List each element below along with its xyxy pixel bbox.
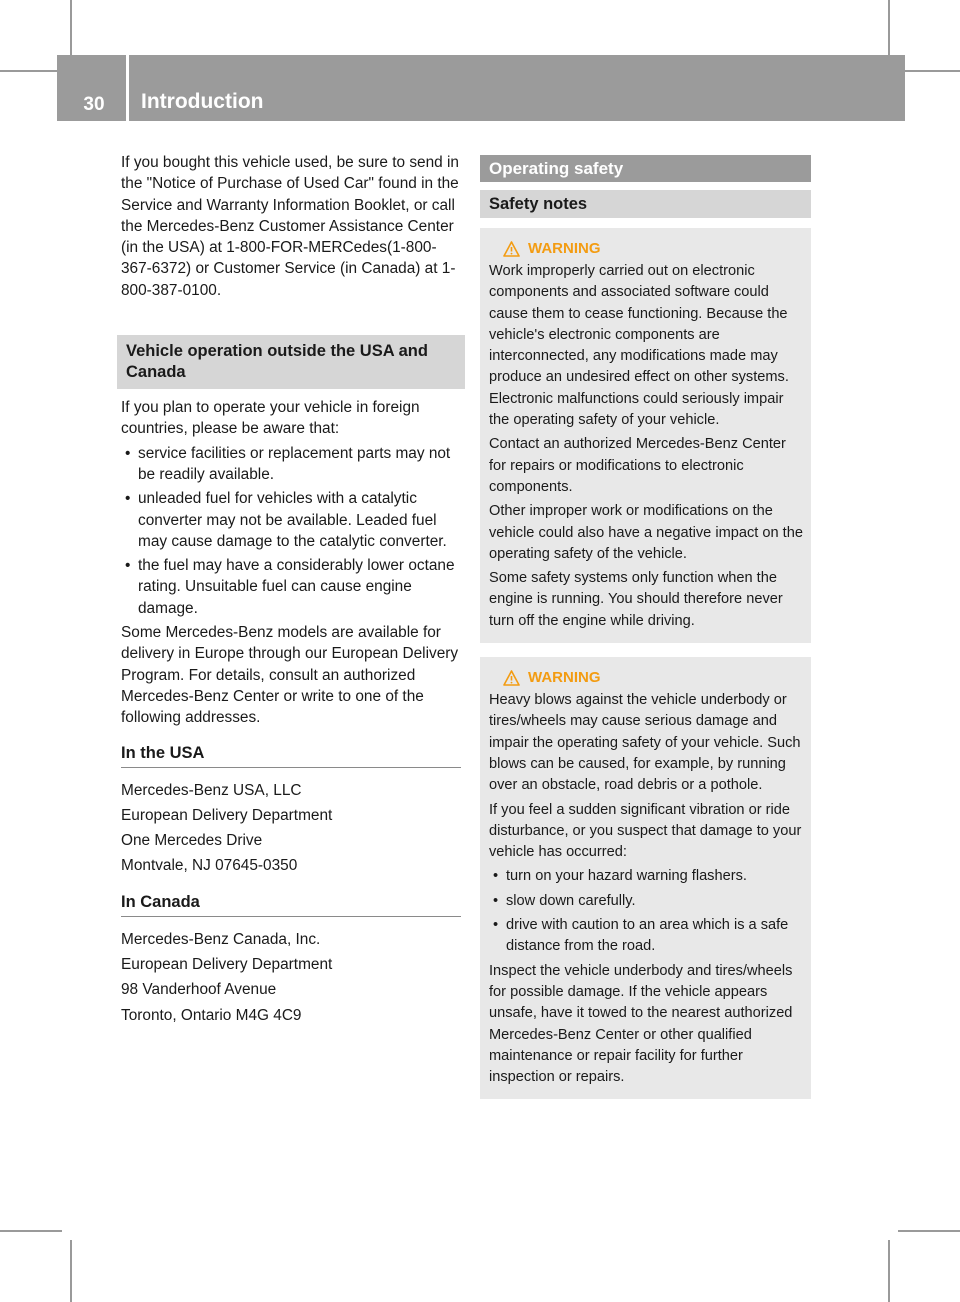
crop-mark [70, 1240, 72, 1302]
warning-label: WARNING [528, 669, 601, 687]
warning-paragraph: Other improper work or modifications on the vehicle could also have a negative impact on the operating safety of the vehicle. [489, 503, 803, 562]
warning-paragraph: If you feel a sudden significant vibration or ride disturbance, or you suspect that damage to your vehicle has occurred: [489, 801, 802, 861]
warning-paragraph: Work improperly carried out on electronic components and associated software could cause them to cease functioning. Because the vehicle's electronic components are interconnected, any modifications made may produce an undesired effect on other systems. Electronic malfunctions could seriously impair the operating safety of your vehicle. [489, 263, 789, 429]
warning-header [503, 240, 803, 257]
canada-heading: In Canada [121, 881, 461, 917]
list-item: • slow down carefully. [489, 891, 803, 912]
warning-bullet-list [489, 866, 803, 957]
right-column [480, 155, 811, 1099]
warning-label: WARNING [528, 240, 601, 257]
address-line: One Mercedes Drive [121, 832, 263, 850]
crop-mark [898, 1230, 960, 1232]
address-line: Mercedes-Benz USA, LLC [121, 781, 302, 799]
chapter-title: Introduction [141, 90, 264, 113]
warning-triangle-icon [503, 670, 520, 686]
section-heading-foreign-operation: Vehicle operation outside the USA and Canada [117, 335, 465, 389]
warning-paragraph: Inspect the vehicle underbody and tires/wheels for possible damage. If the vehicle appears unsafe, have it towed to the nearest authorized Mercedes-Benz Center or other qualified maintenance or repair facility for further inspection or repairs. [489, 962, 793, 1086]
list-item: • unleaded fuel for vehicles with a catalytic converter may not be available. Leaded fuel may cause damage to the catalytic converter. [121, 488, 461, 552]
subsection-heading-safety-notes: Safety notes [480, 190, 811, 218]
used-vehicle-paragraph: If you bought this vehicle used, be sure to send in the "Notice of Purchase of Used Car" found in the Service and Warranty Information Booklet, or call the Mercedes-Benz Customer Assistance Center (in the USA) at 1-800-FOR-MERCedes(1-800-367-6372) or Customer Service (in Canada) at 1-800-387-0100. [121, 154, 459, 299]
foreign-intro-paragraph: If you plan to operate your vehicle in foreign countries, please be aware that: [121, 399, 420, 438]
warning-box [480, 657, 811, 1099]
warning-triangle-icon [503, 241, 520, 257]
usa-heading: In the USA [121, 732, 461, 768]
warning-paragraph: Some safety systems only function when the engine is running. You should therefore never turn off the engine while driving. [489, 570, 783, 629]
list-item: • drive with caution to an area which is a safe distance from the road. [489, 915, 803, 958]
warning-paragraph: Heavy blows against the vehicle underbody or tires/wheels may cause serious damage and impair the operating safety of your vehicle. Such blows can be caused, for example, by running over an obstacle, road debris or a pothole. [489, 692, 801, 794]
foreign-bullet-list [121, 443, 461, 619]
crop-mark [0, 1230, 62, 1232]
crop-mark [70, 0, 72, 62]
list-item: • the fuel may have a considerably lower octane rating. Unsuitable fuel can cause engine damage. [121, 555, 461, 619]
list-item: • service facilities or replacement parts may not be readily available. [121, 443, 461, 486]
crop-mark [888, 1240, 890, 1302]
left-column [121, 152, 461, 1030]
page-number: 30 [83, 94, 105, 115]
address-line: European Delivery Department [121, 806, 333, 824]
section-heading-operating-safety: Operating safety [480, 155, 811, 182]
header-divider [126, 55, 129, 121]
crop-mark [898, 70, 960, 72]
address-line: Montvale, NJ 07645-0350 [121, 857, 298, 875]
european-delivery-paragraph: Some Mercedes-Benz models are available for delivery in Europe through our European Delivery Program. For details, consult an authorized Mercedes-Benz Center or write to one of the following addresses. [121, 624, 459, 727]
crop-mark [0, 70, 62, 72]
usa-address [121, 780, 461, 877]
warning-paragraph: Contact an authorized Mercedes-Benz Center for repairs or modifications to electronic components. [489, 436, 786, 495]
address-line: Toronto, Ontario M4G 4C9 [121, 1006, 302, 1024]
warning-header [503, 669, 803, 686]
warning-box [480, 228, 811, 643]
address-line: 98 Vanderhoof Avenue [121, 981, 277, 999]
list-item: • turn on your hazard warning flashers. [489, 866, 803, 887]
crop-mark [888, 0, 890, 62]
canada-address [121, 929, 461, 1026]
address-line: Mercedes-Benz Canada, Inc. [121, 930, 321, 948]
address-line: European Delivery Department [121, 956, 333, 974]
